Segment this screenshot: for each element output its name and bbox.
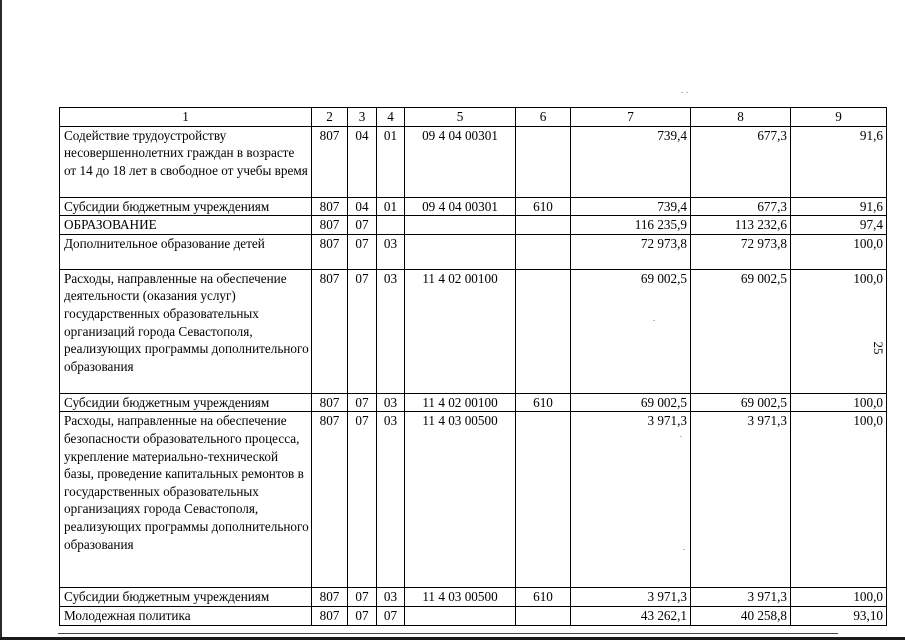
scan-left-edge [0, 0, 2, 640]
code-cell: 807 [312, 412, 348, 588]
executed-amount-cell: 40 258,8 [691, 606, 791, 625]
percent-cell: 100,0 [791, 393, 887, 412]
percent-cell: 100,0 [791, 269, 887, 393]
target-code-cell: 09 4 04 00301 [405, 197, 516, 216]
planned-amount-cell: 43 262,1 [571, 606, 691, 625]
header-cell: 2 [312, 108, 348, 127]
row-name-cell: Дополнительное образование детей [60, 234, 312, 269]
expense-type-cell [516, 126, 571, 197]
percent-cell: 100,0 [791, 412, 887, 588]
planned-amount-cell: 739,4 [571, 197, 691, 216]
percent-cell: 91,6 [791, 197, 887, 216]
row-name-cell: Молодежная политика [60, 606, 312, 625]
page-number: 25 [871, 341, 886, 355]
table-row [60, 588, 887, 607]
table-row [60, 393, 887, 412]
header-cell: 6 [516, 108, 571, 127]
header-cell: 4 [377, 108, 405, 127]
percent-cell: 100,0 [791, 588, 887, 607]
table-header-row [60, 108, 887, 127]
percent-cell: 91,6 [791, 126, 887, 197]
percent-cell: 93,10 [791, 606, 887, 625]
subsection-cell: 03 [377, 588, 405, 607]
executed-amount-cell: 3 971,3 [691, 412, 791, 588]
code-cell: 807 [312, 269, 348, 393]
subsection-cell: 01 [377, 126, 405, 197]
subsection-cell: 03 [377, 234, 405, 269]
planned-amount-cell: 116 235,9 [571, 216, 691, 235]
percent-cell: 97,4 [791, 216, 887, 235]
target-code-cell: 09 4 04 00301 [405, 126, 516, 197]
executed-amount-cell: 69 002,5 [691, 393, 791, 412]
planned-amount-cell: 739,4 [571, 126, 691, 197]
planned-amount-cell: 69 002,5 [571, 269, 691, 393]
section-cell: 07 [348, 412, 377, 588]
planned-amount-cell: 72 973,8 [571, 234, 691, 269]
executed-amount-cell: 677,3 [691, 197, 791, 216]
subsection-cell: 07 [377, 606, 405, 625]
header-cell: 3 [348, 108, 377, 127]
table-row [60, 197, 887, 216]
table-row [60, 412, 887, 588]
table-row [60, 234, 887, 269]
subsection-cell: 03 [377, 269, 405, 393]
code-cell: 807 [312, 588, 348, 607]
table-row [60, 216, 887, 235]
section-cell: 04 [348, 197, 377, 216]
planned-amount-cell: 3 971,3 [571, 588, 691, 607]
target-code-cell: 11 4 03 00500 [405, 412, 516, 588]
target-code-cell: 11 4 02 00100 [405, 269, 516, 393]
executed-amount-cell: 3 971,3 [691, 588, 791, 607]
code-cell: 807 [312, 216, 348, 235]
target-code-cell: 11 4 03 00500 [405, 588, 516, 607]
header-cell: 9 [791, 108, 887, 127]
header-cell: 7 [571, 108, 691, 127]
section-cell: 07 [348, 393, 377, 412]
row-name-cell: ОБРАЗОВАНИЕ [60, 216, 312, 235]
expense-type-cell [516, 216, 571, 235]
section-cell: 07 [348, 588, 377, 607]
section-cell: 07 [348, 234, 377, 269]
subsection-cell: 03 [377, 412, 405, 588]
header-cell: 5 [405, 108, 516, 127]
subsection-cell: 03 [377, 393, 405, 412]
subsection-cell: 01 [377, 197, 405, 216]
code-cell: 807 [312, 234, 348, 269]
expense-type-cell [516, 412, 571, 588]
executed-amount-cell: 113 232,6 [691, 216, 791, 235]
target-code-cell [405, 606, 516, 625]
table-row [60, 269, 887, 393]
planned-amount-cell: 3 971,3 [571, 412, 691, 588]
header-cell: 8 [691, 108, 791, 127]
planned-amount-cell: 69 002,5 [571, 393, 691, 412]
target-code-cell: 11 4 02 00100 [405, 393, 516, 412]
executed-amount-cell: 69 002,5 [691, 269, 791, 393]
code-cell: 807 [312, 197, 348, 216]
expense-type-cell: 610 [516, 393, 571, 412]
row-name-cell: Содействие трудоустройству несовершеннолетних граждан в возрасте от 14 до 18 лет в свободное от учебы время [60, 126, 312, 197]
expense-type-cell [516, 269, 571, 393]
section-cell: 04 [348, 126, 377, 197]
section-cell: 07 [348, 216, 377, 235]
target-code-cell [405, 216, 516, 235]
row-name-cell: Расходы, направленные на обеспечение деятельности (оказания услуг) государственных образовательных организаций города Севастополя, реализующих программы дополнительного образования [60, 269, 312, 393]
target-code-cell [405, 234, 516, 269]
row-name-cell: Расходы, направленные на обеспечение безопасности образовательного процесса, укрепление материально-технической базы, проведение капитальных ремонтов в государственных образовательных организациях города Севастополя, реализующих программы дополнительного образования [60, 412, 312, 588]
expense-type-cell [516, 606, 571, 625]
section-cell: 07 [348, 269, 377, 393]
executed-amount-cell: 677,3 [691, 126, 791, 197]
table-row [60, 606, 887, 625]
expense-type-cell [516, 234, 571, 269]
budget-table [59, 107, 887, 626]
expense-type-cell: 610 [516, 197, 571, 216]
section-cell: 07 [348, 606, 377, 625]
scan-speck [686, 92, 688, 93]
code-cell: 807 [312, 126, 348, 197]
code-cell: 807 [312, 606, 348, 625]
row-name-cell: Субсидии бюджетным учреждениям [60, 588, 312, 607]
expense-type-cell: 610 [516, 588, 571, 607]
subsection-cell [377, 216, 405, 235]
table-row [60, 126, 887, 197]
footer-rule [58, 633, 838, 634]
row-name-cell: Субсидии бюджетным учреждениям [60, 197, 312, 216]
code-cell: 807 [312, 393, 348, 412]
row-name-cell: Субсидии бюджетным учреждениям [60, 393, 312, 412]
executed-amount-cell: 72 973,8 [691, 234, 791, 269]
scan-speck [681, 92, 683, 93]
header-cell: 1 [60, 108, 312, 127]
percent-cell: 100,0 [791, 234, 887, 269]
